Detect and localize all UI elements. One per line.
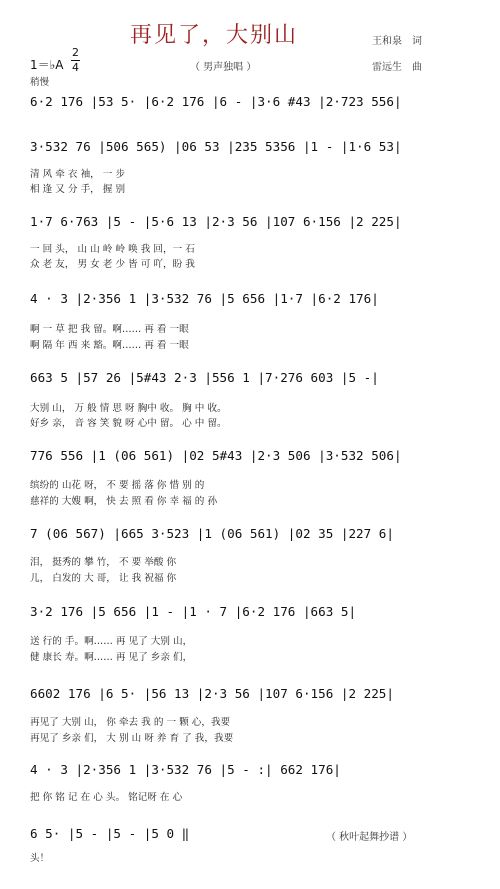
lyrics-verse-1: 啊 一 草 把 我 留。啊…… 再 看 一眼 (30, 324, 189, 335)
lyrics-verse-1: 大别 山， 万 般 情 思 呀 胸中 收。 胸 中 收。 (30, 403, 227, 414)
notation-row: 4 · 3 |2·356 1 |3·532 76 |5 656 |1·7 |6·2 176| (30, 291, 379, 306)
time-signature-bottom: 4 (72, 61, 79, 74)
lyrics-verse-2: 健 康长 寿。啊…… 再 见了 乡亲 们， (30, 652, 193, 663)
notation-row: 3·2 176 |5 656 |1 - |1 · 7 |6·2 176 |663 5| (30, 604, 357, 619)
lyrics-verse-1: 清 风 牵 衣 袖， 一 步 (30, 169, 126, 180)
lyrics-verse-1: 送 行的 手。啊…… 再 见了 大别 山， (30, 636, 193, 647)
lyrics-verse-2: 儿， 白发的 大 哥， 让 我 祝福 你 (30, 573, 177, 584)
lyrics-verse-2: 相 逢 又 分 手， 握 别 (30, 184, 126, 195)
notation-row: 1·7 6·763 |5 - |5·6 13 |2·3 56 |107 6·156 |2 225| (30, 214, 402, 229)
song-title: 再见了，大别山 (130, 23, 299, 48)
composer-credit: 雷远生 曲 (372, 62, 422, 73)
lyrics-verse-1: 泪， 挺秀的 攀 竹， 不 要 举酸 你 (30, 557, 177, 568)
lyrics-verse-1: 头！ (30, 853, 50, 864)
notation-row: 3·532 76 |506 565) |06 53 |235 5356 |1 - |1·6 53| (30, 139, 402, 154)
lyrics-verse-2: 慈祥的 大嫂 啊， 快 去 照 看 你 幸 福 的 孙 (30, 496, 218, 507)
notation-row: 776 556 |1 (06 561) |02 5#43 |2·3 506 |3·532 506| (30, 448, 402, 463)
lyrics-verse-2: 好乡 亲， 音 容 笑 貌 呀 心中 留。 心 中 留。 (30, 418, 227, 429)
lyrics-verse-2: 众 老 友， 男 女 老 少 皆 可 吖，盼 我 (30, 259, 195, 270)
lyrics-verse-1: 再见了 大别 山， 你 牵去 我 的 一 颗 心，我要 (30, 717, 231, 728)
transcriber-credit: （ 秋叶起舞抄谱 ） (326, 832, 413, 843)
notation-row: 6·2 176 |53 5· |6·2 176 |6 - |3·6 #43 |2·723 556| (30, 94, 402, 109)
tempo-marking: 稍慢 (30, 77, 50, 88)
lyrics-verse-2: 再见了 乡亲 们， 大 别 山 呀 养 育 了 我，我要 (30, 733, 234, 744)
key-signature: 1＝♭A (30, 58, 64, 72)
lyrics-verse-1: 一 回 头， 山 山 岭 岭 唤 我 回，一 石 (30, 244, 195, 255)
notation-row: 6 5· |5 - |5 - |5 0 ‖ (30, 826, 190, 841)
lyrics-verse-1: 缤纷的 山花 呀， 不 要 摇 落 你 惜 别 的 (30, 480, 205, 491)
lyrics-verse-2: 啊 隔 年 西 来 豁。啊…… 再 看 一眼 (30, 340, 189, 351)
time-signature-top: 2 (72, 46, 79, 59)
notation-row: 6602 176 |6 5· |56 13 |2·3 56 |107 6·156 |2 225| (30, 686, 394, 701)
notation-row: 663 5 |57 26 |5#43 2·3 |556 1 |7·276 603 |5 -| (30, 370, 379, 385)
performance-note: （ 男声独唱 ） (190, 62, 257, 73)
notation-row: 4 · 3 |2·356 1 |3·532 76 |5 - :| 662 176| (30, 762, 341, 777)
lyricist-credit: 王和泉 词 (372, 36, 422, 47)
notation-row: 7 (06 567) |665 3·523 |1 (06 561) |02 35 |227 6| (30, 526, 394, 541)
lyrics-verse-1: 把 你 铭 记 在 心 头。 铭记呀 在 心 (30, 792, 183, 803)
